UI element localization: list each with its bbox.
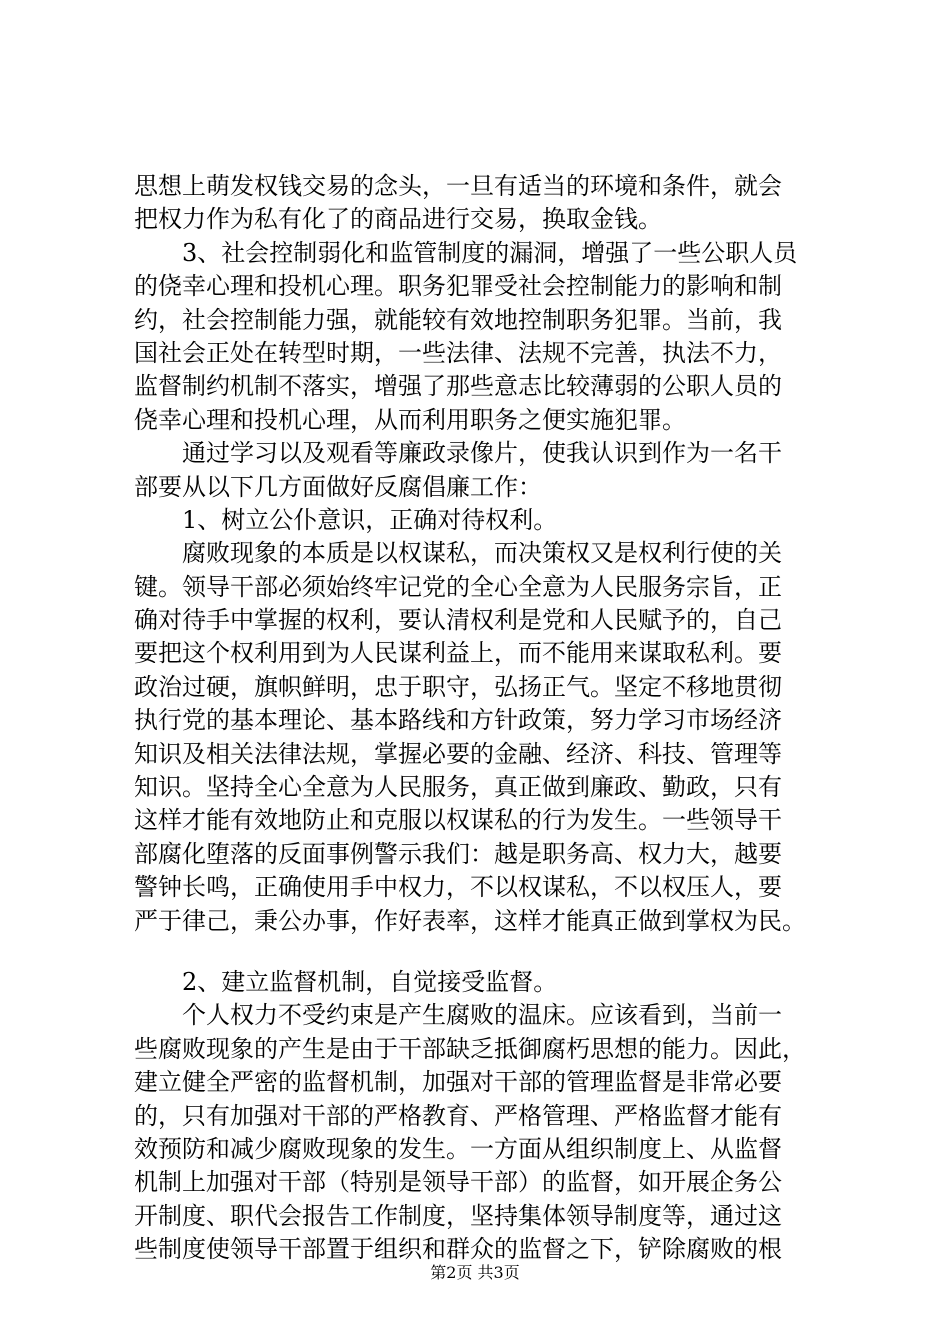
- text-line: 机制上加强对干部（特别是领导干部）的监督，如开展企务公: [134, 1168, 782, 1197]
- text-line: 思想上萌发权钱交易的念头，一旦有适当的环境和条件，就会: [134, 172, 782, 200]
- text-line: 通过学习以及观看等廉政录像片，使我认识到作为一名干: [182, 439, 782, 468]
- text-line: 监督制约机制不落实，增强了那些意志比较薄弱的公职人员的: [134, 372, 782, 401]
- text-line: 个人权力不受约束是产生腐败的温床。应该看到，当前一: [182, 1001, 782, 1030]
- text-line: 约，社会控制能力强，就能较有效地控制职务犯罪。当前，我: [134, 305, 782, 334]
- text-line: 些制度使领导干部置于组织和群众的监督之下，铲除腐败的根: [134, 1235, 782, 1264]
- section-heading: 1、树立公仆意识，正确对待权利。: [182, 505, 558, 534]
- text-line: 知识及相关法律法规，掌握必要的金融、经济、科技、管理等: [134, 739, 782, 768]
- text-line: 知识。坚持全心全意为人民服务，真正做到廉政、勤政，只有: [134, 773, 782, 802]
- text-line: 严于律己，秉公办事，作好表率，这样才能真正做到掌权为民。: [134, 906, 806, 935]
- text-line: 部要从以下几方面做好反腐倡廉工作：: [134, 472, 542, 501]
- text-line: 侥幸心理和投机心理，从而利用职务之便实施犯罪。: [134, 405, 686, 434]
- text-line: 警钟长鸣，正确使用手中权力，不以权谋私，不以权压人，要: [134, 873, 782, 902]
- text-line: 把权力作为私有化了的商品进行交易，换取金钱。: [134, 205, 662, 234]
- paragraph-gap: [134, 938, 846, 966]
- text-line: 政治过硬，旗帜鲜明，忠于职守，弘扬正气。坚定不移地贯彻: [134, 672, 782, 701]
- text-line: 开制度、职代会报告工作制度，坚持集体领导制度等，通过这: [134, 1201, 782, 1230]
- text-line: 些腐败现象的产生是由于干部缺乏抵御腐朽思想的能力。因此，: [134, 1034, 806, 1063]
- text-line: 的，只有加强对干部的严格教育、严格管理、严格监督才能有: [134, 1101, 782, 1130]
- document-body: [134, 170, 846, 1267]
- text-line: 的侥幸心理和投机心理。职务犯罪受社会控制能力的影响和制: [134, 272, 782, 301]
- text-line: 要把这个权利用到为人民谋利益上，而不能用来谋取私利。要: [134, 639, 782, 668]
- text-line: 效预防和减少腐败现象的发生。一方面从组织制度上、从监督: [134, 1134, 782, 1163]
- text-line: 3、社会控制弱化和监管制度的漏洞，增强了一些公职人员: [182, 238, 798, 267]
- text-line: 执行党的基本理论、基本路线和方针政策，努力学习市场经济: [134, 706, 782, 735]
- section-heading: 2、建立监督机制，自觉接受监督。: [182, 967, 558, 996]
- text-line: 部腐化堕落的反面事例警示我们：越是职务高、权力大，越要: [134, 839, 782, 868]
- text-line: 确对待手中掌握的权利，要认清权利是党和人民赋予的，自己: [134, 606, 782, 635]
- text-line: 国社会正处在转型时期，一些法律、法规不完善，执法不力，: [134, 338, 782, 367]
- text-line: 键。领导干部必须始终牢记党的全心全意为人民服务宗旨，正: [134, 572, 782, 601]
- text-line: 建立健全严密的监督机制，加强对干部的管理监督是非常必要: [134, 1068, 782, 1097]
- text-line: 这样才能有效地防止和克服以权谋私的行为发生。一些领导干: [134, 806, 782, 835]
- page-footer: 第2页 共3页: [430, 1263, 520, 1282]
- text-line: 腐败现象的本质是以权谋私，而决策权又是权利行使的关: [182, 539, 782, 568]
